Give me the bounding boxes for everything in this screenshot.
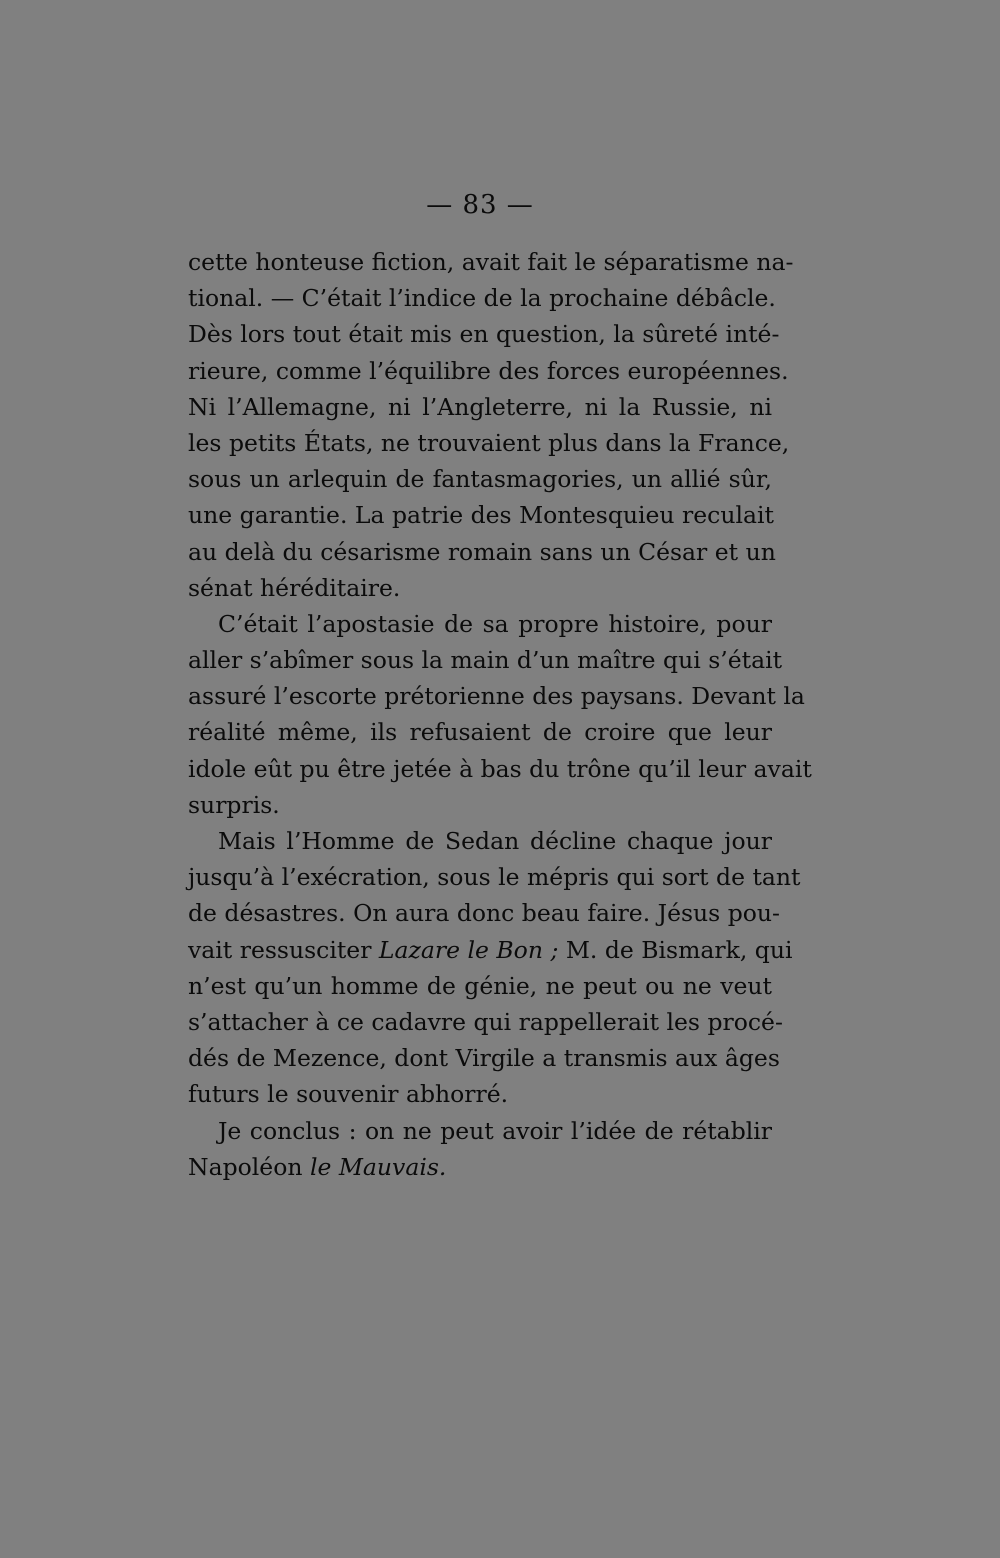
- text-line: idole eût pu être jetée à bas du trône qu’il leur avait: [188, 754, 812, 783]
- text-line: les petits États, ne trouvaient plus dans la France,: [188, 428, 790, 457]
- text-line: sénat héréditaire.: [188, 573, 401, 602]
- body-text: [188, 244, 812, 1185]
- text-line: de désastres. On aura donc beau faire. Jésus pou-: [188, 899, 780, 928]
- text-line: une garantie. La patrie des Montesquieu reculait: [188, 501, 774, 530]
- text-line: tional. — C’était l’indice de la prochaine débâcle.: [188, 284, 776, 313]
- text-line: jusqu’à l’exécration, sous le mépris qui sort de tant: [188, 863, 801, 892]
- text-line-mixed: [188, 932, 793, 968]
- text-segment: Napoléon: [188, 1152, 310, 1181]
- text-line: n’est qu’un homme de génie, ne peut ou ne veut: [188, 971, 772, 1000]
- text-line: dés de Mezence, dont Virgile a transmis aux âges: [188, 1044, 780, 1073]
- text-segment: M. de Bismark, qui: [558, 935, 793, 964]
- page-number: — 83 —: [426, 190, 534, 220]
- italic-name: Lazare le Bon ;: [378, 935, 559, 964]
- text-line: futurs le souvenir abhorré.: [188, 1080, 509, 1109]
- text-line: Dès lors tout était mis en question, la sûreté inté-: [188, 320, 780, 349]
- text-line: s’attacher à ce cadavre qui rappellerait les procé-: [188, 1007, 783, 1036]
- text-line: aller s’abîmer sous la main d’un maître qui s’était: [188, 646, 783, 675]
- text-line: réalité même, ils refusaient de croire que leur: [188, 718, 772, 747]
- text-line: Ni l’Allemagne, ni l’Angleterre, ni la Russie, ni: [188, 392, 772, 421]
- text-line-mixed: [188, 1149, 772, 1185]
- text-line: assuré l’escorte prétorienne des paysans. Devant la: [188, 682, 805, 711]
- text-line: Mais l’Homme de Sedan décline chaque jour: [218, 827, 772, 855]
- text-line: cette honteuse fiction, avait fait le séparatisme na-: [188, 248, 794, 276]
- text-line: surpris.: [188, 790, 280, 819]
- text-line: sous un arlequin de fantasmagories, un allié sûr,: [188, 465, 772, 494]
- text-segment: vait ressusciter: [188, 935, 379, 964]
- text-line: Je conclus : on ne peut avoir l’idée de rétablir: [218, 1116, 772, 1145]
- italic-name: le Mauvais.: [309, 1152, 447, 1181]
- text-line: rieure, comme l’équilibre des forces européennes.: [188, 356, 789, 385]
- text-line: au delà du césarisme romain sans un César et un: [188, 537, 776, 566]
- text-line: C’était l’apostasie de sa propre histoire, pour: [218, 609, 772, 638]
